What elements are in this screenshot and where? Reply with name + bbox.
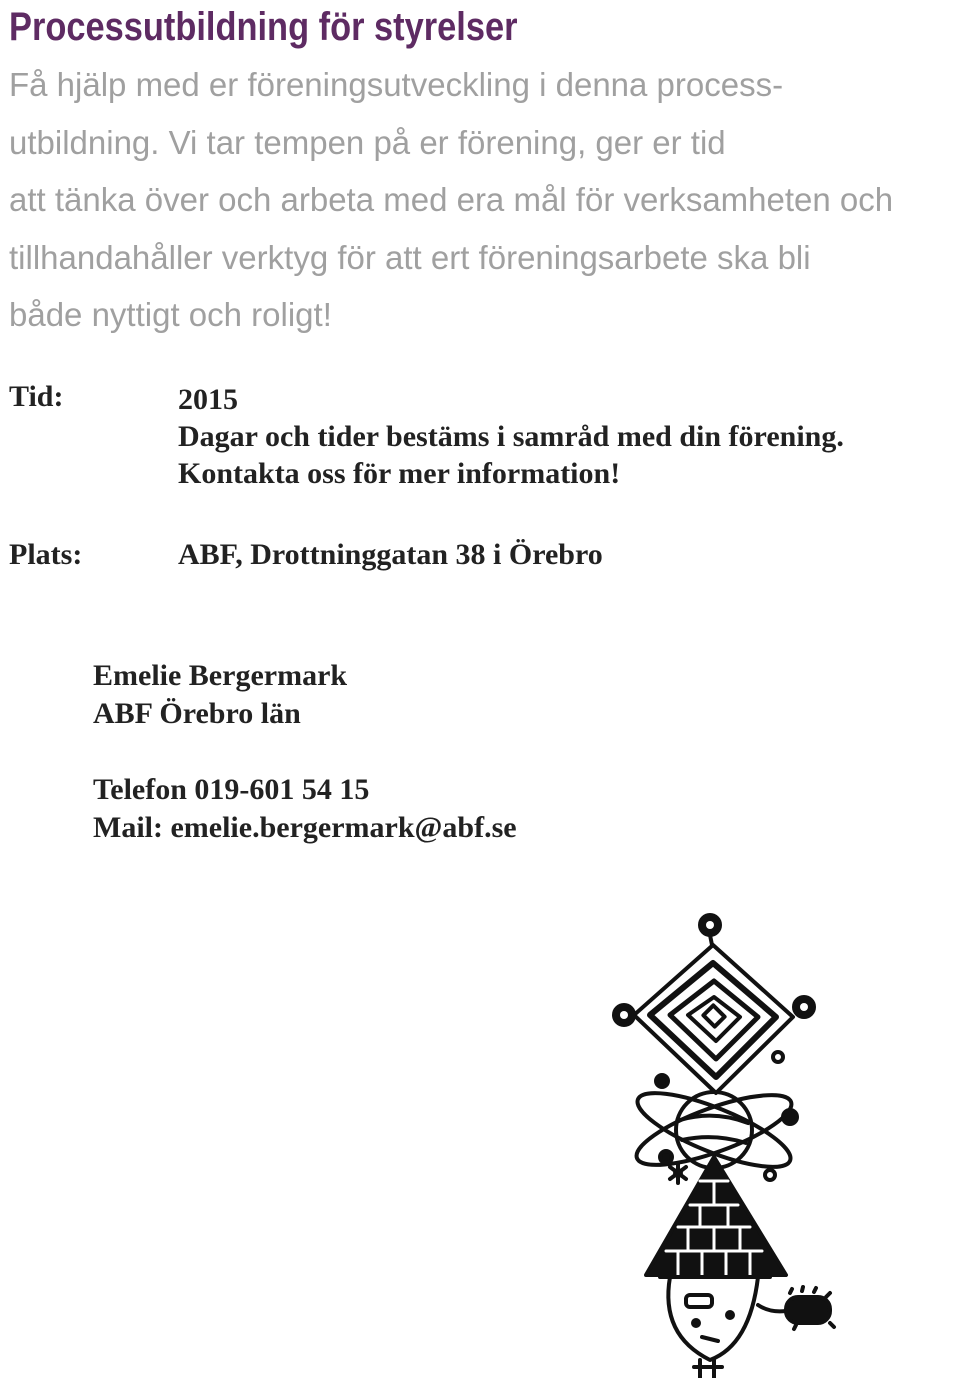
- time-details: [178, 381, 844, 492]
- contact-mail[interactable]: Mail: emelie.bergermark@abf.se: [93, 811, 517, 844]
- contact-details: [93, 771, 517, 847]
- place-label: Plats:: [9, 538, 83, 571]
- page-title: Processutbildning för styrelser: [9, 5, 518, 49]
- contact-name: Emelie Bergermark: [93, 659, 348, 692]
- intro-line: utbildning. Vi tar tempen på er förening, ger er tid: [9, 123, 726, 161]
- intro-line: Få hjälp med er föreningsutveckling i denna process-: [9, 66, 784, 103]
- time-note: Dagar och tider bestäms i samråd med din förening.: [178, 420, 844, 453]
- time-label: Tid:: [9, 380, 64, 413]
- intro-line: tillhandahåller verktyg för att ert föreningsarbete ska bli: [9, 238, 811, 276]
- intro-line: både nyttigt och roligt!: [9, 296, 332, 333]
- contact-block: [93, 657, 347, 733]
- place-value: ABF, Drottninggatan 38 i Örebro: [178, 538, 603, 571]
- contact-phone: Telefon 019-601 54 15: [93, 773, 370, 806]
- contact-org: ABF Örebro län: [93, 697, 301, 730]
- time-contact-note: Kontakta oss för mer information!: [178, 457, 621, 490]
- intro-line: att tänka över och arbeta med era mål för verksamheten och: [9, 181, 894, 218]
- intro-paragraph: [9, 56, 949, 344]
- time-year: 2015: [178, 383, 238, 416]
- decorative-figure-illustration: [590, 905, 840, 1378]
